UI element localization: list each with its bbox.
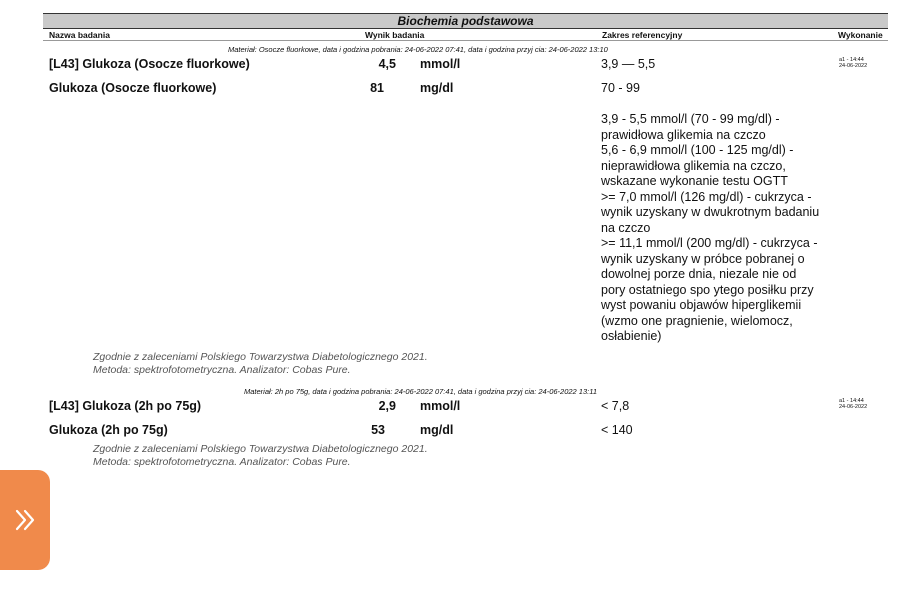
test-name: Glukoza (Osocze fluorkowe) — [49, 81, 217, 95]
interpretation-note: 3,9 - 5,5 mmol/l (70 - 99 mg/dl) - prawidłowa glikemia na czczo 5,6 - 6,9 mmol/l (100 - 125 mg/dl) - nieprawidłowa glikemia na czczo, wskazane wykonanie testu OGTT >= 7,0 mmol/l (126 mg/dl) - cukrzyca - wynik uzyskany w dwukrotnym badaniu na czczo >= 11,1 mmol/l (200 mg/dl) - cukrzyca - wynik uzyskany w próbce pobranej o dowolnej porze dnia, niezale nie od pory ostatniego spo ytego posiłku przy wyst powaniu objawów hiperglikemii (wzmo one pragnienie, wielomocz, osłabienie) — [601, 112, 820, 343]
reference-range: 3,9 — 5,5 — [601, 57, 656, 71]
test-unit: mg/dl — [420, 423, 454, 437]
reference-range: < 140 — [601, 423, 633, 437]
method-footnote: Zgodnie z zaleceniami Polskiego Towarzystwa Diabetologicznego 2021. Metoda: spektrofotometryczna. Analizator: Cobas Pure. — [93, 351, 428, 376]
method-footnote: Zgodnie z zaleceniami Polskiego Towarzystwa Diabetologicznego 2021. Metoda: spektrofotometryczna. Analizator: Cobas Pure. — [93, 443, 428, 468]
header-divider — [43, 28, 888, 29]
execution-info — [839, 398, 867, 410]
test-name: [L43] Glukoza (2h po 75g) — [49, 399, 202, 413]
test-unit: mmol/l — [420, 57, 461, 71]
section-title: Biochemia podstawowa — [43, 13, 888, 28]
next-page-button[interactable] — [0, 470, 50, 570]
test-unit: mmol/l — [420, 399, 461, 413]
test-name: Glukoza (2h po 75g) — [49, 423, 168, 437]
execution-info — [839, 57, 867, 69]
execution-date: 24-06-2022 — [839, 404, 868, 410]
material-info: Materiał: Osocze fluorkowe, data i godzina pobrania: 24-06-2022 07:41, data i godzina przyj cia: 24-06-2022 13:10 — [228, 45, 608, 54]
col-header-name: Nazwa badania — [49, 30, 110, 40]
col-header-result: Wynik badania — [365, 30, 425, 40]
test-unit: mg/dl — [420, 81, 454, 95]
reference-range: < 7,8 — [601, 399, 630, 413]
material-info: Materiał: 2h po 75g, data i godzina pobrania: 24-06-2022 07:41, data i godzina przyj cia: 24-06-2022 13:11 — [244, 387, 598, 396]
double-chevron-right-icon — [12, 507, 38, 533]
test-value: 4,5 — [378, 57, 396, 71]
test-name: [L43] Glukoza (Osocze fluorkowe) — [49, 57, 250, 71]
test-value: 2,9 — [378, 399, 396, 413]
col-header-ref: Zakres referencyjny — [602, 30, 683, 40]
execution-date: 24-06-2022 — [839, 63, 868, 69]
reference-range: 70 - 99 — [601, 81, 640, 95]
test-value: 81 — [370, 81, 384, 95]
column-header-divider — [43, 40, 888, 41]
execution-code: a1 - 14:44 — [839, 398, 864, 404]
execution-code: a1 - 14:44 — [839, 57, 864, 63]
test-value: 53 — [371, 423, 385, 437]
col-header-exec: Wykonanie — [838, 30, 883, 40]
